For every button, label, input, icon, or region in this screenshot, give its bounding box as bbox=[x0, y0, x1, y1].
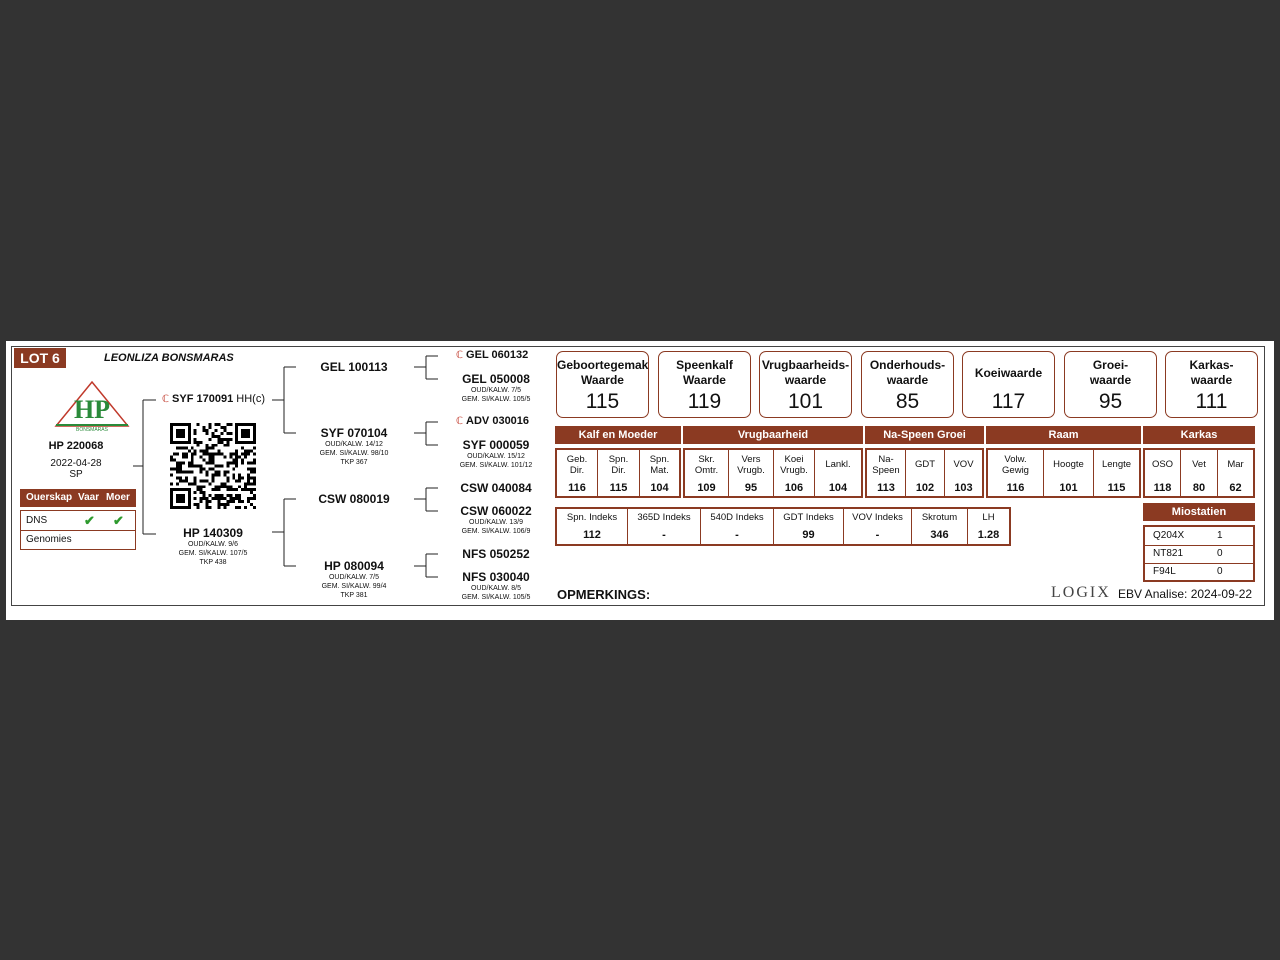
ebv-box bbox=[1064, 351, 1157, 418]
ebv-label: waarde bbox=[784, 373, 827, 387]
trait-header: Gewig bbox=[1002, 465, 1029, 476]
pedigree-dam-dam bbox=[298, 559, 410, 600]
traits-calf-dam bbox=[555, 448, 681, 498]
trait-value: 62 bbox=[1229, 482, 1242, 494]
pedigree-ddd bbox=[440, 570, 552, 602]
dam-line2: GEM. SI/KALW. 107/5 bbox=[178, 550, 248, 557]
ebv-label: Koeiwaarde bbox=[974, 366, 1043, 380]
trait-header: Dir. bbox=[611, 465, 626, 476]
pedigree-dam bbox=[158, 526, 268, 567]
pedigree-dam-sire: CSW 080019 bbox=[318, 492, 390, 506]
trait-header: Spn. bbox=[608, 454, 629, 465]
ebv-label: Groei- bbox=[1092, 358, 1129, 372]
trait-header: OSO bbox=[1151, 459, 1174, 470]
sire-id: SYF 170091 bbox=[172, 393, 234, 405]
ownership-label: DNS bbox=[26, 515, 48, 526]
ddd-line2: GEM. SI/KALW. 105/5 bbox=[461, 594, 531, 601]
index-cell bbox=[844, 509, 912, 544]
ebv-box bbox=[1165, 351, 1258, 418]
index-value: - bbox=[735, 529, 739, 541]
dsd-line2: GEM. SI/KALW. 106/9 bbox=[461, 528, 531, 535]
qr-code bbox=[170, 423, 256, 509]
dsd-line1: OUD/KALW. 13/9 bbox=[469, 519, 523, 526]
trait-value: 115 bbox=[609, 482, 628, 494]
trait-header: Na- bbox=[878, 454, 894, 465]
pedigree-sire-dam bbox=[298, 426, 410, 467]
ebv-value: 95 bbox=[1098, 390, 1123, 413]
ebv-box bbox=[658, 351, 751, 418]
sds-id: ADV 030016 bbox=[466, 415, 530, 427]
ebv-value: 111 bbox=[1195, 390, 1228, 413]
dam-dam-line1: OUD/KALW. 7/5 bbox=[328, 574, 380, 581]
trait-header: Mar bbox=[1227, 459, 1244, 470]
dam-id: HP 140309 bbox=[183, 526, 243, 540]
trait-cell bbox=[988, 450, 1044, 496]
trait-header: Speen bbox=[872, 465, 900, 476]
sire-dam-line2: GEM. SI/KALW. 98/10 bbox=[319, 450, 389, 457]
index-value: 99 bbox=[802, 529, 815, 541]
trait-header: Skr. bbox=[698, 454, 715, 465]
ebv-box bbox=[759, 351, 852, 418]
animal-date: 2022-04-28 bbox=[50, 458, 102, 469]
miostatien-title: Miostatien bbox=[1143, 503, 1255, 521]
index-cell bbox=[912, 509, 968, 544]
trait-header: VOV bbox=[953, 459, 974, 470]
trait-cell bbox=[945, 450, 982, 496]
index-value: - bbox=[875, 529, 880, 541]
dsd-id: CSW 060022 bbox=[460, 504, 532, 518]
trait-header: Hoogte bbox=[1053, 459, 1084, 470]
trait-header: Vrugb. bbox=[737, 465, 765, 476]
gene-name: Q204X bbox=[1153, 530, 1185, 541]
ebv-box bbox=[861, 351, 954, 418]
ebv-label: waarde bbox=[886, 373, 929, 387]
ebv-label: waarde bbox=[1089, 373, 1132, 387]
trait-value: 118 bbox=[1153, 482, 1172, 494]
dam-dam-id: HP 080094 bbox=[324, 559, 384, 573]
pedigree-sire bbox=[162, 393, 265, 405]
check-icon: ✔ bbox=[84, 513, 95, 528]
sire-dam-line3: TKP 367 bbox=[340, 459, 368, 466]
trait-header: Omtr. bbox=[694, 465, 719, 476]
dam-dam-line3: TKP 381 bbox=[340, 592, 368, 599]
lot-badge: LOT 6 bbox=[14, 348, 66, 368]
section-frame: Raam bbox=[986, 426, 1141, 444]
trait-cell bbox=[867, 450, 906, 496]
trait-header: GDT bbox=[914, 459, 936, 470]
trait-header: Koei bbox=[784, 454, 804, 465]
trait-header: Lengte bbox=[1101, 459, 1132, 470]
miostatien-row bbox=[1145, 563, 1253, 581]
trait-cell bbox=[640, 450, 679, 496]
ebv-box bbox=[962, 351, 1055, 418]
gene-value: 0 bbox=[1217, 548, 1223, 559]
ebv-label: waarde bbox=[1190, 373, 1233, 387]
trait-header: Geb. bbox=[566, 454, 588, 465]
dam-dam-line2: GEM. SI/KALW. 99/4 bbox=[321, 583, 387, 590]
index-value: 1.28 bbox=[977, 529, 1000, 541]
sss-id: GEL 060132 bbox=[466, 349, 529, 361]
trait-value: 116 bbox=[1006, 482, 1025, 494]
analysis-date: EBV Analise: 2024-09-22 bbox=[1118, 587, 1253, 601]
sire-marker-icon: ℂ bbox=[162, 394, 169, 405]
ebv-value: 117 bbox=[991, 390, 1026, 413]
index-cell bbox=[557, 509, 628, 544]
trait-value: 103 bbox=[954, 482, 973, 494]
pedigree-dds: NFS 050252 bbox=[462, 547, 530, 561]
pedigree-sdd bbox=[440, 438, 552, 470]
index-cell bbox=[628, 509, 701, 544]
miostatien-row bbox=[1145, 527, 1253, 546]
gene-value: 0 bbox=[1217, 566, 1223, 577]
traits-frame bbox=[986, 448, 1141, 498]
sdd-id: SYF 000059 bbox=[462, 438, 530, 452]
trait-value: 113 bbox=[877, 482, 895, 494]
trait-value: 109 bbox=[697, 482, 716, 494]
trait-cell bbox=[685, 450, 729, 496]
index-cell bbox=[701, 509, 774, 544]
trait-cell bbox=[729, 450, 774, 496]
pedigree-sss bbox=[456, 349, 528, 361]
ebv-label: Waarde bbox=[581, 373, 624, 387]
trait-header: Vers bbox=[741, 454, 761, 465]
ebv-value: 85 bbox=[895, 390, 920, 413]
trait-header: Vrugb. bbox=[780, 465, 808, 476]
ownership-label: Genomies bbox=[26, 534, 72, 545]
index-header: LH bbox=[982, 512, 995, 523]
trait-cell bbox=[906, 450, 945, 496]
ebv-label: Karkas- bbox=[1189, 358, 1234, 372]
index-value: - bbox=[662, 529, 666, 541]
miostatien-row bbox=[1145, 545, 1253, 564]
index-header: Spn. Indeks bbox=[566, 512, 618, 523]
logo-text: HP bbox=[73, 395, 111, 424]
dam-line3: TKP 438 bbox=[199, 559, 227, 566]
trait-value: 95 bbox=[744, 482, 758, 494]
ebv-label: Waarde bbox=[683, 373, 726, 387]
trait-cell bbox=[815, 450, 861, 496]
gene-value: 1 bbox=[1217, 530, 1223, 541]
section-fertility: Vrugbaarheid bbox=[683, 426, 863, 444]
trait-value: 106 bbox=[784, 482, 804, 494]
trait-value: 80 bbox=[1192, 482, 1206, 494]
logix-logo: LOGIX bbox=[1051, 584, 1111, 601]
index-header: 365D Indeks bbox=[637, 512, 691, 523]
animal-id: HP 220068 bbox=[48, 440, 104, 452]
trait-header: Vet bbox=[1192, 459, 1206, 470]
dam-line1: OUD/KALW. 9/6 bbox=[187, 541, 239, 548]
ownership-col-sire: Vaar bbox=[78, 492, 100, 503]
section-post-weaning: Na-Speen Groei bbox=[865, 426, 984, 444]
section-carcass: Karkas bbox=[1143, 426, 1255, 444]
ebv-value: 119 bbox=[687, 390, 722, 413]
sire-dam-id: SYF 070104 bbox=[320, 426, 388, 440]
sire-marker-icon: ℂ bbox=[456, 350, 463, 361]
gene-name: F94L bbox=[1153, 566, 1176, 577]
ebv-label: Onderhouds- bbox=[869, 358, 946, 372]
remarks-label: OPMERKINGS: bbox=[557, 587, 651, 602]
trait-cell bbox=[557, 450, 598, 496]
sire-marker-icon: ℂ bbox=[456, 416, 463, 427]
ebv-value: 115 bbox=[585, 390, 620, 413]
trait-header: Mat. bbox=[650, 465, 669, 476]
index-header: VOV Indeks bbox=[852, 512, 903, 523]
trait-header: Spn. bbox=[649, 454, 670, 465]
sdd-line2: GEM. SI/KALW. 101/12 bbox=[459, 462, 533, 469]
trait-cell bbox=[1181, 450, 1218, 496]
index-header: GDT Indeks bbox=[783, 512, 834, 523]
pedigree-dss: CSW 040084 bbox=[460, 481, 532, 495]
ssd-line2: GEM. SI/KALW. 105/5 bbox=[461, 396, 531, 403]
ebv-value: 101 bbox=[787, 390, 824, 413]
trait-cell bbox=[1218, 450, 1253, 496]
ddd-id: NFS 030040 bbox=[462, 570, 530, 584]
trait-value: 101 bbox=[1059, 482, 1078, 494]
trait-value: 116 bbox=[568, 482, 586, 494]
index-header: 540D Indeks bbox=[710, 512, 764, 523]
cow-name: LEONLIZA BONSMARAS bbox=[104, 352, 234, 364]
trait-header: Dir. bbox=[569, 465, 585, 476]
trait-header: Volw. bbox=[1004, 454, 1027, 465]
ownership-col-dam: Moer bbox=[106, 492, 130, 503]
trait-value: 104 bbox=[650, 482, 669, 494]
ownership-col-parentage: Ouerskap bbox=[26, 492, 73, 503]
trait-cell bbox=[598, 450, 640, 496]
gene-name: NT821 bbox=[1153, 548, 1184, 559]
trait-cell bbox=[1044, 450, 1094, 496]
section-calf-dam: Kalf en Moeder bbox=[555, 426, 681, 444]
ebv-box bbox=[556, 351, 649, 418]
ssd-line1: OUD/KALW. 7/5 bbox=[470, 387, 522, 394]
index-header: Skrotum bbox=[921, 512, 958, 523]
ebv-label: Speenkalf bbox=[676, 358, 733, 372]
index-value: 346 bbox=[930, 529, 949, 541]
index-value: 112 bbox=[583, 529, 601, 541]
pedigree-sds bbox=[456, 415, 529, 427]
ebv-label: Vrugbaarheids- bbox=[761, 358, 850, 372]
traits-carcass bbox=[1143, 448, 1255, 498]
index-cell bbox=[774, 509, 844, 544]
pedigree-ssd bbox=[440, 372, 552, 404]
index-cell bbox=[968, 509, 1009, 544]
traits-fertility bbox=[683, 448, 863, 498]
pedigree-sire-sire: GEL 100113 bbox=[320, 360, 388, 374]
traits-post-weaning bbox=[865, 448, 984, 498]
trait-value: 104 bbox=[828, 482, 848, 494]
trait-header: Lankl. bbox=[825, 459, 851, 470]
logo-subtext: BONSMARAS bbox=[76, 427, 108, 432]
trait-cell bbox=[774, 450, 815, 496]
sire-dam-line1: OUD/KALW. 14/12 bbox=[325, 441, 383, 448]
check-icon: ✔ bbox=[113, 513, 124, 528]
miostatien-table bbox=[1143, 525, 1255, 582]
trait-cell bbox=[1145, 450, 1181, 496]
trait-value: 115 bbox=[1107, 482, 1126, 494]
ddd-line1: OUD/KALW. 8/5 bbox=[470, 585, 522, 592]
trait-cell bbox=[1094, 450, 1139, 496]
ssd-id: GEL 050008 bbox=[462, 372, 530, 386]
sire-suffix: HH(c) bbox=[236, 393, 265, 405]
index-table bbox=[555, 507, 1011, 546]
sdd-line1: OUD/KALW. 15/12 bbox=[467, 453, 525, 460]
ebv-label: Geboortegemak bbox=[557, 358, 649, 372]
animal-code: SP bbox=[69, 469, 83, 480]
pedigree-dsd bbox=[440, 504, 552, 536]
trait-value: 102 bbox=[915, 482, 935, 494]
